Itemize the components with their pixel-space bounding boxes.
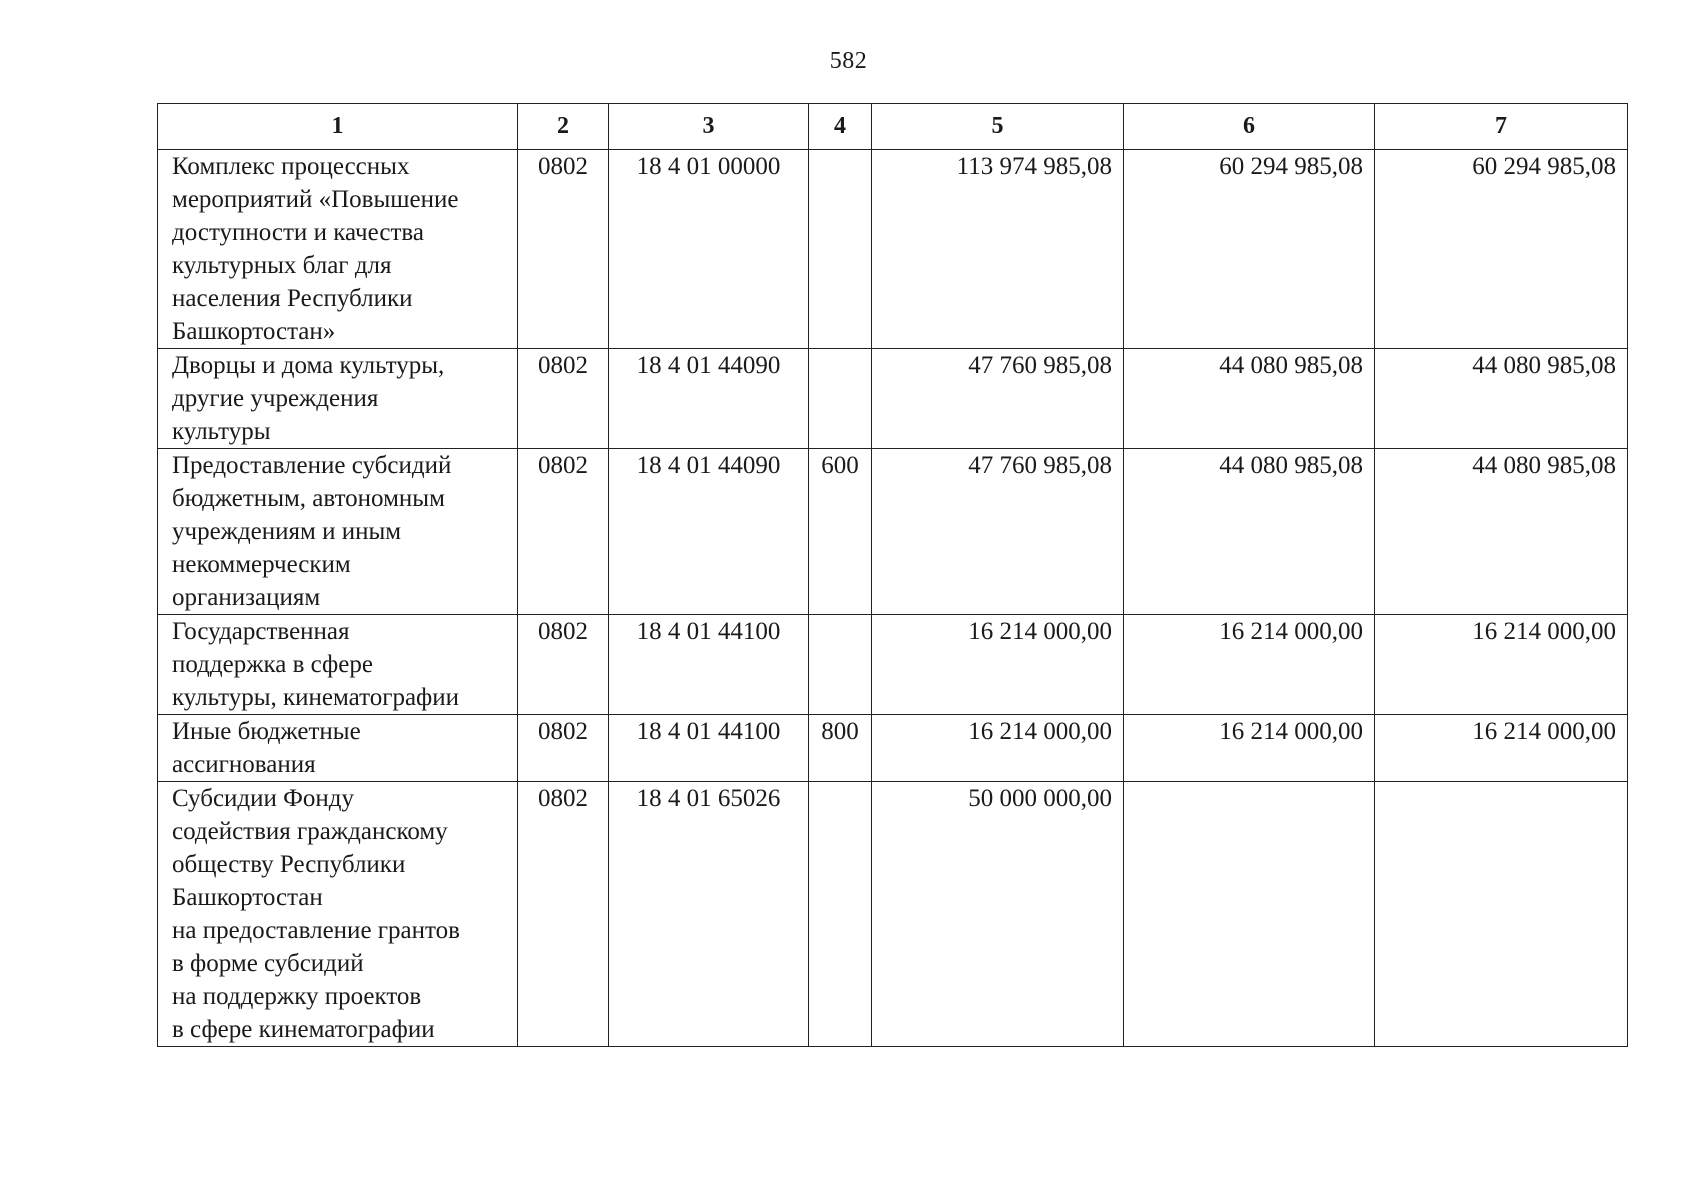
row-amount-7: 16 214 000,00 <box>1375 715 1628 782</box>
table-row <box>158 715 1628 782</box>
row-name-line: учреждениям и иным <box>172 518 402 545</box>
row-section-code: 0802 <box>518 715 609 782</box>
row-name-line: Иные бюджетные <box>172 718 361 745</box>
row-name-line: содействия гражданскому <box>172 818 448 845</box>
table-row <box>158 150 1628 349</box>
row-amount-5: 50 000 000,00 <box>872 782 1124 1047</box>
row-amount-5: 113 974 985,08 <box>872 150 1124 349</box>
row-name-line: населения Республики <box>172 285 413 312</box>
row-name-line: культуры, кинематографии <box>172 684 460 711</box>
row-name-line: культурных благ для <box>172 252 392 279</box>
row-name-cell <box>158 449 518 615</box>
row-name-line: Субсидии Фонду <box>172 785 354 812</box>
row-target-code: 18 4 01 44090 <box>609 449 809 615</box>
row-amount-7: 44 080 985,08 <box>1375 449 1628 615</box>
row-amount-5: 47 760 985,08 <box>872 449 1124 615</box>
row-amount-7: 44 080 985,08 <box>1375 349 1628 449</box>
row-name-line: на предоставление грантов <box>172 917 460 944</box>
row-name-line: бюджетным, автономным <box>172 485 445 512</box>
header-col-5: 5 <box>872 104 1124 150</box>
row-amount-7 <box>1375 782 1628 1047</box>
row-name-line: Предоставление субсидий <box>172 452 452 479</box>
row-amount-6: 44 080 985,08 <box>1124 449 1375 615</box>
row-expense-type: 600 <box>809 449 872 615</box>
row-target-code: 18 4 01 65026 <box>609 782 809 1047</box>
row-name-line: ассигнования <box>172 751 316 778</box>
row-name-line: другие учреждения <box>172 385 379 412</box>
table-row <box>158 349 1628 449</box>
header-col-7: 7 <box>1375 104 1628 150</box>
row-target-code: 18 4 01 00000 <box>609 150 809 349</box>
row-expense-type <box>809 782 872 1047</box>
row-section-code: 0802 <box>518 449 609 615</box>
row-target-code: 18 4 01 44090 <box>609 349 809 449</box>
row-name-line: Башкортостан» <box>172 318 336 345</box>
row-name-line: Башкортостан <box>172 884 323 911</box>
row-expense-type <box>809 615 872 715</box>
row-name-line: мероприятий «Повышение <box>172 186 459 213</box>
row-name-line: доступности и качества <box>172 219 424 246</box>
row-amount-6: 60 294 985,08 <box>1124 150 1375 349</box>
row-name-cell <box>158 715 518 782</box>
budget-table <box>157 103 1628 1047</box>
table-row <box>158 449 1628 615</box>
row-name-line: Государственная <box>172 618 350 645</box>
row-section-code: 0802 <box>518 615 609 715</box>
row-target-code: 18 4 01 44100 <box>609 715 809 782</box>
row-name-cell <box>158 150 518 349</box>
row-name-line: в сфере кинематографии <box>172 1016 435 1043</box>
row-name-line: обществу Республики <box>172 851 406 878</box>
row-section-code: 0802 <box>518 349 609 449</box>
row-amount-6: 16 214 000,00 <box>1124 615 1375 715</box>
row-name-cell <box>158 615 518 715</box>
row-name-line: Комплекс процессных <box>172 153 410 180</box>
row-name-line: организациям <box>172 584 321 611</box>
row-section-code: 0802 <box>518 150 609 349</box>
row-name-line: на поддержку проектов <box>172 983 422 1010</box>
row-name-line: Дворцы и дома культуры, <box>172 352 445 379</box>
header-col-1: 1 <box>158 104 518 150</box>
row-expense-type <box>809 150 872 349</box>
row-target-code: 18 4 01 44100 <box>609 615 809 715</box>
table-row <box>158 615 1628 715</box>
row-expense-type <box>809 349 872 449</box>
row-expense-type: 800 <box>809 715 872 782</box>
page-number: 582 <box>829 48 868 74</box>
row-name-line: некоммерческим <box>172 551 351 578</box>
row-amount-5: 16 214 000,00 <box>872 715 1124 782</box>
row-section-code: 0802 <box>518 782 609 1047</box>
row-amount-6: 16 214 000,00 <box>1124 715 1375 782</box>
row-name-cell <box>158 349 518 449</box>
row-name-line: в форме субсидий <box>172 950 364 977</box>
row-amount-5: 47 760 985,08 <box>872 349 1124 449</box>
row-amount-5: 16 214 000,00 <box>872 615 1124 715</box>
row-amount-7: 16 214 000,00 <box>1375 615 1628 715</box>
row-name-line: культуры <box>172 418 271 445</box>
header-col-3: 3 <box>609 104 809 150</box>
header-col-4: 4 <box>809 104 872 150</box>
row-amount-6: 44 080 985,08 <box>1124 349 1375 449</box>
header-row <box>158 104 1628 150</box>
row-name-cell <box>158 782 518 1047</box>
table-row <box>158 782 1628 1047</box>
header-col-2: 2 <box>518 104 609 150</box>
row-amount-7: 60 294 985,08 <box>1375 150 1628 349</box>
row-name-line: поддержка в сфере <box>172 651 373 678</box>
row-amount-6 <box>1124 782 1375 1047</box>
header-col-6: 6 <box>1124 104 1375 150</box>
